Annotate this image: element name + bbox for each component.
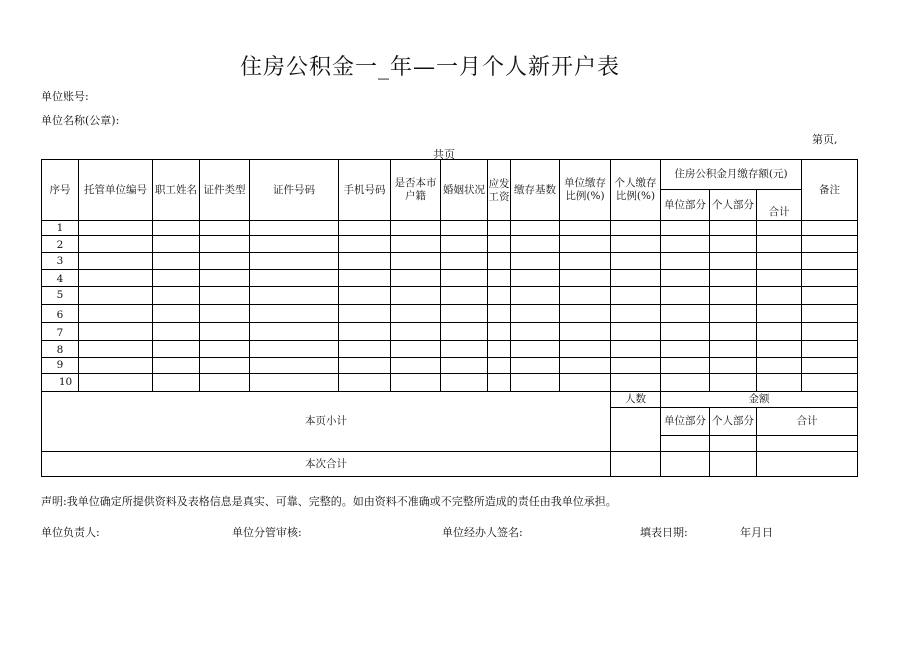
header-id-number: 证件号码 [250,160,339,221]
amount-label: 金额 [661,392,858,408]
table-row [42,236,858,253]
row-seq: 3 [42,253,79,270]
header-local-hukou: 是否本市户籍 [391,160,441,221]
table-row [42,305,858,323]
table-row [42,341,858,358]
date-format-label: 年月日 [740,526,773,539]
header-trust-unit-no: 托管单位编号 [79,160,153,221]
table-row [42,253,858,270]
row-seq: 5 [42,287,79,305]
this-total-label: 本次合计 [42,452,611,477]
page-subtotal-label: 本页小计 [42,392,611,452]
table-row [42,270,858,287]
header-employee-name: 职工姓名 [153,160,200,221]
headcount-label: 人数 [611,392,661,408]
page-title: 住房公积金一_年—一月个人新开户表 [239,55,620,80]
this-total-headcount[interactable] [611,452,661,477]
summary-unit-part: 单位部分 [661,408,710,436]
header-marital-status: 婚姻状况 [441,160,488,221]
row-seq: 6 [42,305,79,323]
unit-head-signature-label: 单位负责人: [41,526,100,539]
row-seq: 9 [42,358,79,374]
row-seq: 7 [42,323,79,341]
header-id-type: 证件类型 [200,160,250,221]
row-seq: 4 [42,270,79,287]
table-row [42,323,858,341]
header-personal-ratio: 个人缴存比例(%) [611,160,661,221]
header-personal-part: 个人部分 [710,190,757,221]
row-seq: 8 [42,341,79,358]
header-monthly-amount: 住房公积金月缴存额(元) [661,160,802,190]
header-unit-ratio: 单位缴存比例(%) [560,160,611,221]
table-row [42,358,858,374]
handler-signature-label: 单位经办人签名: [442,526,523,539]
row-seq: 10 [42,374,79,392]
page-subtotal-headcount[interactable] [611,408,661,452]
header-remarks: 备注 [802,160,858,221]
header-seq: 序号 [42,160,79,221]
row-seq: 1 [42,221,79,236]
unit-name-label: 单位名称(公章): [41,114,120,127]
header-deposit-base: 缴存基数 [511,160,560,221]
declaration-text: 声明:我单位确定所提供资料及表格信息是真实、可靠、完整的。如由资料不准确或不完整所造成的责任由我单位承担。 [41,495,617,508]
supervisor-review-label: 单位分管审核: [232,526,302,539]
fill-date-label: 填表日期: [640,526,688,539]
header-total: 合计 [757,206,802,221]
summary-total: 合计 [757,408,858,436]
unit-account-label: 单位账号: [41,90,89,103]
header-unit-part: 单位部分 [661,190,710,221]
header-payable-wage: 应发工资 [488,160,511,221]
table-row [42,374,858,392]
table-row [42,221,858,236]
table-row [42,287,858,305]
account-opening-table [41,159,858,477]
page-number-label: 第页, [812,133,838,146]
header-mobile: 手机号码 [339,160,391,221]
total-pages-label: 共页 [433,148,455,161]
row-seq: 2 [42,236,79,253]
summary-personal-part: 个人部分 [710,408,757,436]
